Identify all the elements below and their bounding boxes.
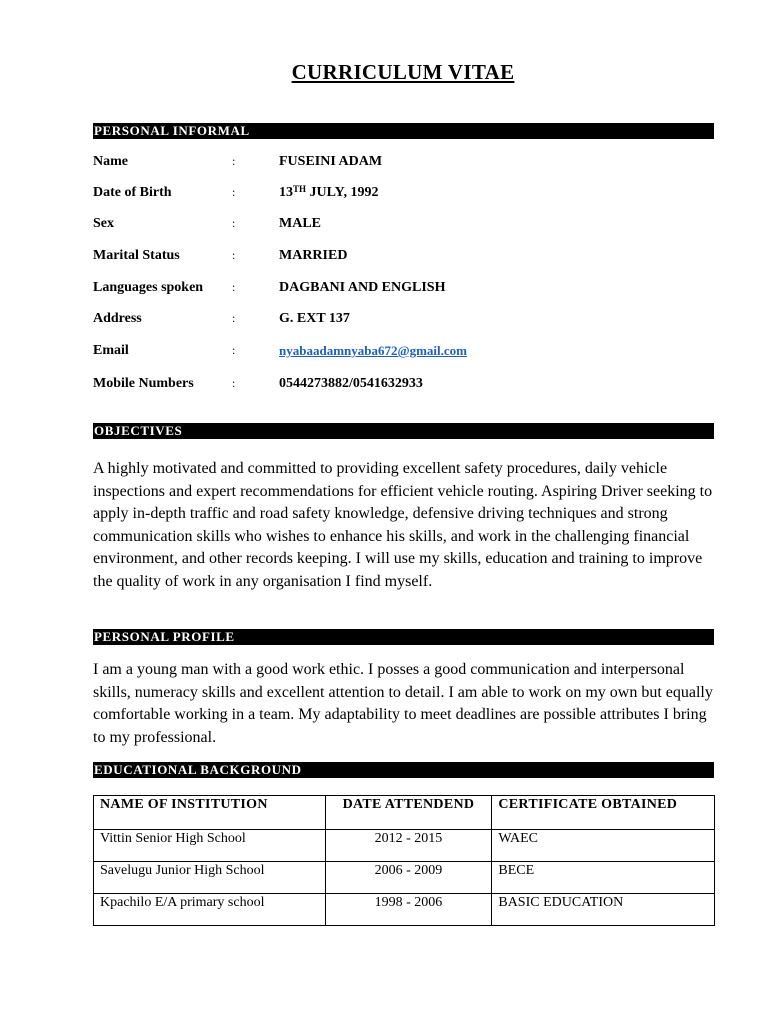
section-header-education: EDUCATIONAL BACKGROUND xyxy=(93,762,714,778)
separator: : xyxy=(232,154,236,168)
section-header-profile: PERSONAL PROFILE xyxy=(93,629,714,645)
mobile-label: Mobile Numbers xyxy=(93,376,194,391)
separator: : xyxy=(232,280,236,294)
name-label: Name xyxy=(93,154,128,169)
address-label: Address xyxy=(93,311,142,326)
institution-header: NAME OF INSTITUTION xyxy=(94,796,326,830)
separator: : xyxy=(232,343,236,357)
education-header-row xyxy=(94,796,715,830)
objectives-paragraph: A highly motivated and committed to providing excellent safety procedures, daily vehicle inspections and expert recommendations for efficient vehicle routing. Aspiring Driver seeking to apply in-depth traffic and road safety knowledge, defensive driving techniques and strong communication skills who wishes to enhance his skills, and work in the challenging financial environment, and other records keeping. I will use my skills, education and training to improve the quality of work in any organisation I find myself. xyxy=(93,460,713,590)
dob-suffix: TH xyxy=(293,184,307,194)
personal-row-sex xyxy=(93,216,714,236)
dob-rest: JULY, 1992 xyxy=(306,185,379,200)
languages-value: DAGBANI AND ENGLISH xyxy=(279,280,446,295)
table-row xyxy=(94,830,715,862)
address-value: G. EXT 137 xyxy=(279,311,350,326)
section-header-personal: PERSONAL INFORMAL xyxy=(93,123,714,139)
certificate-cell: BECE xyxy=(492,862,715,894)
sex-value: MALE xyxy=(279,216,321,231)
institution-cell: Kpachilo E/A primary school xyxy=(94,894,326,926)
personal-row-languages xyxy=(93,280,714,300)
name-value: FUSEINI ADAM xyxy=(279,154,383,169)
institution-cell: Vittin Senior High School xyxy=(94,830,326,862)
education-table xyxy=(93,795,715,926)
table-row xyxy=(94,862,715,894)
marital-value: MARRIED xyxy=(279,248,348,263)
marital-label: Marital Status xyxy=(93,248,180,263)
personal-row-mobile xyxy=(93,376,714,396)
personal-row-address xyxy=(93,311,714,331)
personal-row-email xyxy=(93,343,714,363)
date-header: DATE ATTENDEND xyxy=(325,796,492,830)
separator: : xyxy=(232,376,236,390)
certificate-header: CERTIFICATE OBTAINED xyxy=(492,796,715,830)
sex-label: Sex xyxy=(93,216,114,231)
separator: : xyxy=(232,311,236,325)
date-cell: 2006 - 2009 xyxy=(325,862,492,894)
email-link[interactable]: nyabaadamnyaba672@gmail.com xyxy=(279,343,467,358)
table-row xyxy=(94,894,715,926)
date-cell: 2012 - 2015 xyxy=(325,830,492,862)
separator: : xyxy=(232,185,236,199)
profile-paragraph: I am a young man with a good work ethic. I posses a good communication and interpersonal skills, numeracy skills and excellent attention to detail. I am able to work on my own but equally comfortable working in a team. My adaptability to meet deadlines are possible attributes I bring to my professional. xyxy=(93,661,713,746)
email-label: Email xyxy=(93,343,129,358)
separator: : xyxy=(232,216,236,230)
mobile-value: 0544273882/0541632933 xyxy=(279,376,423,391)
personal-row-dob xyxy=(93,185,714,205)
personal-row-name xyxy=(93,154,714,174)
certificate-cell: BASIC EDUCATION xyxy=(492,894,715,926)
separator: : xyxy=(232,248,236,262)
section-header-objectives: OBJECTIVES xyxy=(93,423,714,439)
certificate-cell: WAEC xyxy=(492,830,715,862)
document-title: CURRICULUM VITAE xyxy=(291,60,515,84)
date-cell: 1998 - 2006 xyxy=(325,894,492,926)
institution-cell: Savelugu Junior High School xyxy=(94,862,326,894)
personal-row-marital xyxy=(93,248,714,268)
dob-value xyxy=(279,185,379,201)
dob-label: Date of Birth xyxy=(93,185,172,200)
languages-label: Languages spoken xyxy=(93,280,204,295)
dob-day: 13 xyxy=(279,185,293,200)
